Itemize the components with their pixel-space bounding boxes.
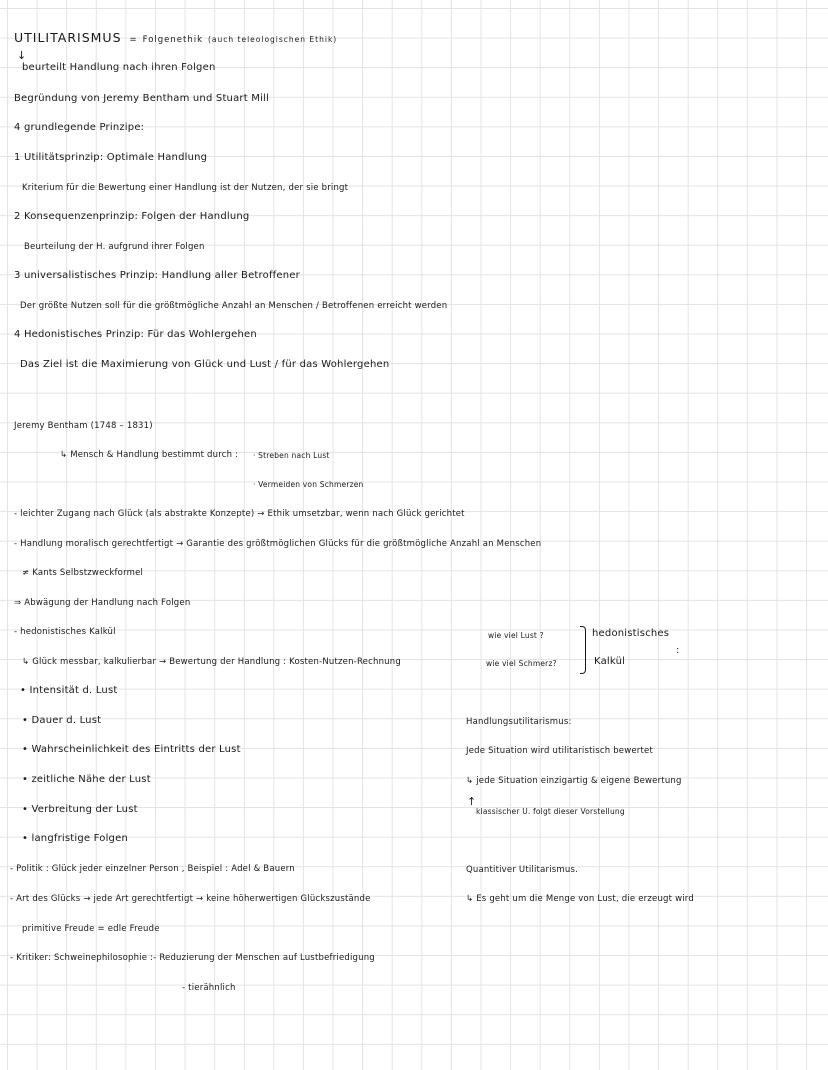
kalkuel-question-2: wie viel Schmerz? (486, 659, 557, 668)
bentham-point-4: ⇒ Abwägung der Handlung nach Folgen (14, 598, 191, 608)
principles-heading: 4 grundlegende Prinzipe: (14, 122, 145, 133)
qu-heading: Quantitiver Utilitarismus. (466, 865, 578, 875)
qu-line-1: ↳ Es geht um die Menge von Lust, die erzeugt wird (466, 894, 694, 904)
up-arrow-icon: ↑ (467, 795, 477, 808)
bentham-mensch: ↳ Mensch & Handlung bestimmt durch : (60, 450, 239, 460)
hu-line-2: ↳ jede Situation einzigartig & eigene Bewertung (466, 776, 682, 786)
colon-mark: : (676, 645, 680, 656)
criterion-item: • Wahrscheinlichkeit des Eintritts der Lust (22, 744, 241, 755)
bentham-heading: Jeremy Bentham (1748 – 1831) (14, 421, 153, 431)
founders-line: Begründung von Jeremy Bentham und Stuart Mill (14, 93, 270, 104)
hu-line-3: klassischer U. folgt dieser Vorstellung (476, 807, 625, 816)
principle-3: 3 universalistisches Prinzip: Handlung aller Betroffener (14, 270, 300, 281)
brace-label-2: Kalkül (594, 656, 626, 667)
kalkuel-sub: ↳ Glück messbar, kalkulierbar → Bewertung der Handlung : Kosten-Nutzen-Rechnung (22, 657, 401, 667)
criterion-item: • zeitliche Nähe der Lust (22, 774, 151, 785)
kalkuel-question-1: wie viel Lust ? (488, 631, 544, 640)
bentham-point-3: ≠ Kants Selbstzweckformel (22, 568, 144, 578)
kritik-line: - Kritiker: Schweinephilosophie :- Reduzierung der Menschen auf Lustbefriedigung (10, 953, 375, 963)
title-subtitle: Folgenethik (142, 35, 204, 45)
judge-line: beurteilt Handlung nach ihren Folgen (22, 62, 216, 73)
principle-1: 1 Utilitätsprinzip: Optimale Handlung (14, 152, 208, 163)
primitiv-line: primitive Freude = edle Freude (22, 924, 160, 934)
curly-brace-icon (580, 626, 586, 674)
principle-2-text: Beurteilung der H. aufgrund ihrer Folgen (24, 242, 205, 252)
principle-4-text: Das Ziel ist die Maximierung von Glück und Lust / für das Wohlergehen (20, 359, 390, 370)
bentham-point-2: - Handlung moralisch gerechtfertigt → Garantie des größtmöglichen Glücks für die größtmögliche Anzahl an Menschen (14, 539, 542, 549)
title-subtitle-note: (auch teleologischen Ethik) (208, 35, 338, 44)
criterion-item: • Dauer d. Lust (22, 715, 102, 726)
art-line: - Art des Glücks → jede Art gerechtfertigt → keine höherwertigen Glückszustände (10, 894, 371, 904)
criterion-item: • Intensität d. Lust (20, 685, 118, 696)
bentham-drive-1: · Streben nach Lust (253, 451, 330, 460)
kalkuel-heading: - hedonistisches Kalkül (14, 627, 116, 637)
politik-line: - Politik : Glück jeder einzelner Person , Beispiel : Adel & Bauern (10, 864, 295, 874)
down-arrow-icon: ↓ (17, 49, 27, 62)
principle-4: 4 Hedonistisches Prinzip: Für das Wohlergehen (14, 329, 257, 340)
principle-2: 2 Konsequenzenprinzip: Folgen der Handlung (14, 211, 250, 222)
criterion-item: • Verbreitung der Lust (22, 804, 138, 815)
brace-label-1: hedonistisches (592, 628, 670, 639)
bentham-point-1: - leichter Zugang nach Glück (als abstrakte Konzepte) → Ethik umsetzbar, wenn nach Glück gerichtet (14, 509, 465, 519)
page-title (14, 31, 337, 47)
hu-heading: Handlungsutilitarismus: (466, 717, 572, 727)
principle-3-text: Der größte Nutzen soll für die größtmögliche Anzahl an Menschen / Betroffenen erreicht werden (20, 301, 448, 311)
criterion-item: • langfristige Folgen (22, 833, 128, 844)
title-separator: = (129, 35, 138, 45)
tierisch-line: - tierähnlich (182, 983, 236, 993)
title-text: UTILITARISMUS (14, 30, 122, 45)
principle-1-text: Kriterium für die Bewertung einer Handlung ist der Nutzen, der sie bringt (22, 183, 349, 193)
bentham-drive-2: · Vermeiden von Schmerzen (253, 480, 364, 489)
hu-line-1: Jede Situation wird utilitaristisch bewertet (466, 746, 654, 756)
